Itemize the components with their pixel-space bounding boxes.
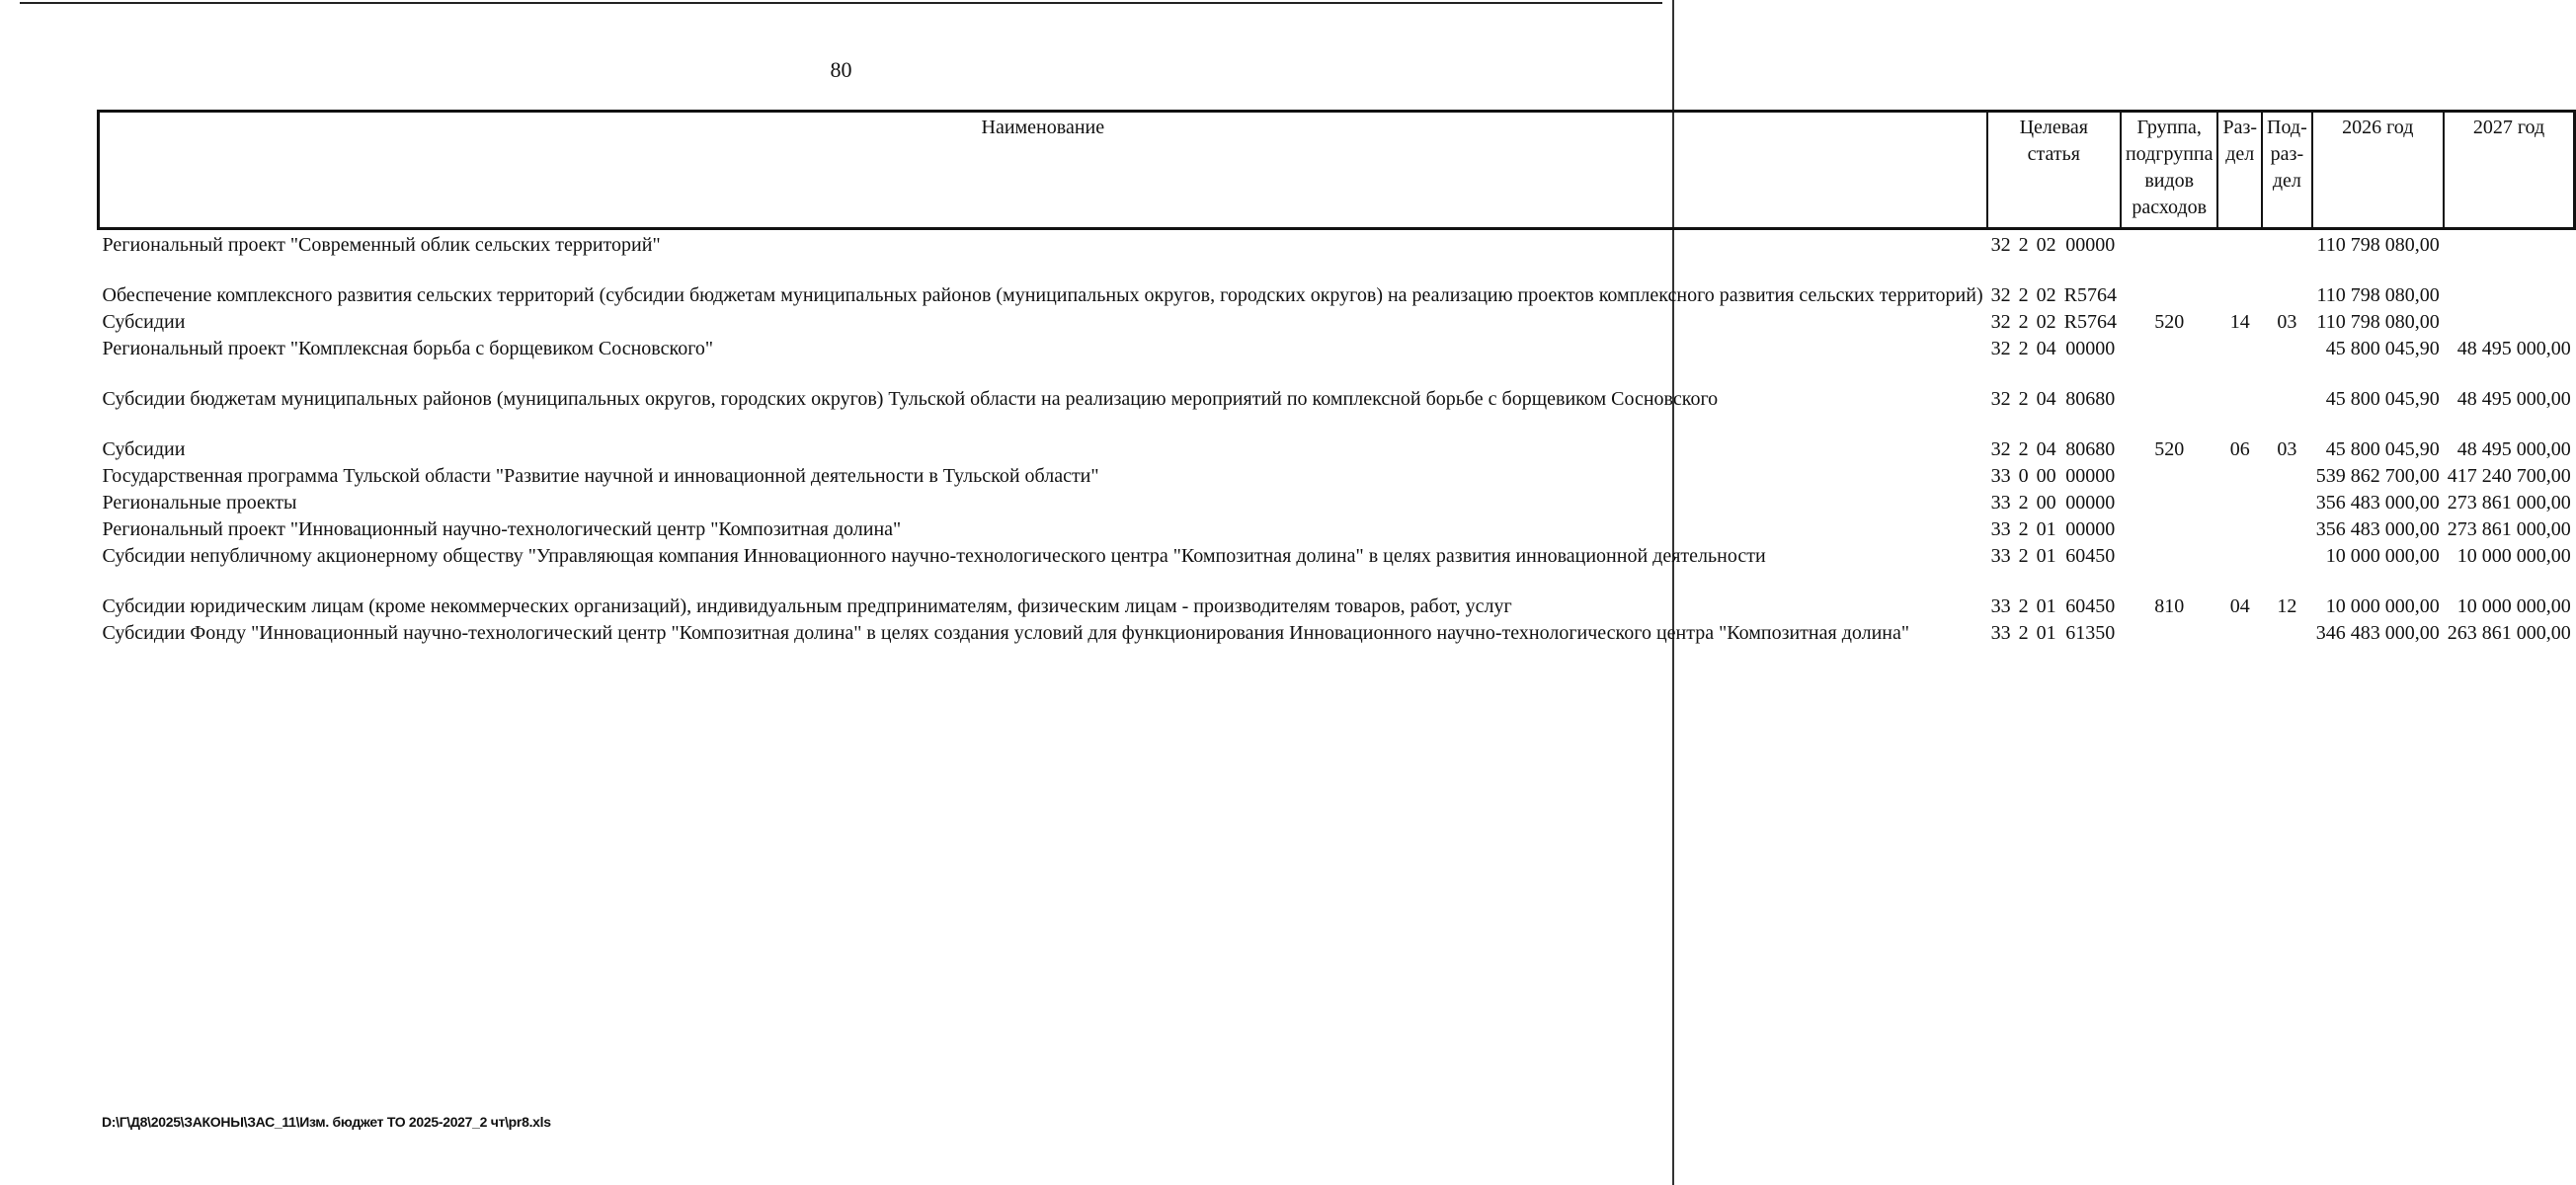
page-number: 80 — [830, 57, 852, 82]
row-name: Субсидии бюджетам муниципальных районов (муниципальных округов, городских округов) Тульской области на реализацию мероприятий по комплексной борьбе с борщевиком Сосновского — [102, 388, 1719, 410]
section-code: 14 — [2229, 311, 2250, 333]
row-name: Региональные проекты — [102, 492, 297, 514]
row-name: Субсидии непубличному акционерному обществу "Управляющая компания Инновационного научно-технологического центра "Композитная долина" в целях развития инновационной деятельности — [102, 545, 1766, 567]
subsection-code: 03 — [2277, 311, 2297, 333]
target-code-4: 00000 — [2065, 518, 2116, 540]
amount-2026: 10 000 000,00 — [2325, 595, 2440, 617]
table-row — [99, 386, 2575, 436]
header-target-article: Целевая статья — [1987, 112, 2121, 229]
row-name: Региональный проект "Комплексная борьба с борщевиком Сосновского" — [102, 338, 714, 359]
footer-file-path: D:\Г\Д8\2025\ЗАКОНЫ\ЗАС_11\Изм. бюджет ТО 2025-2027_2 чт\pr8.xls — [102, 1114, 551, 1130]
target-code-2: 2 — [2018, 338, 2029, 359]
amount-2026: 45 800 045,90 — [2325, 388, 2440, 410]
expense-group: 520 — [2154, 438, 2185, 460]
target-code-1: 32 — [1990, 338, 2011, 359]
table-body — [99, 229, 2575, 648]
row-name: Субсидии — [102, 438, 186, 460]
target-code-1: 32 — [1990, 438, 2011, 460]
subsection-code — [2262, 620, 2312, 647]
target-code-1: 33 — [1990, 518, 2011, 540]
subsection-code: 03 — [2277, 438, 2297, 460]
subsection-code — [2262, 336, 2312, 386]
target-code-4: 60450 — [2065, 595, 2116, 617]
amount-2026: 346 483 000,00 — [2315, 622, 2440, 644]
target-code-1: 32 — [1990, 311, 2011, 333]
expense-group: 810 — [2154, 595, 2185, 617]
target-code-2: 2 — [2018, 438, 2029, 460]
amount-2027: 48 495 000,00 — [2456, 338, 2571, 359]
expense-group: 520 — [2154, 311, 2185, 333]
amount-2027 — [2444, 229, 2575, 283]
expense-group — [2121, 490, 2218, 516]
expense-group — [2121, 282, 2218, 309]
target-code-3: 00 — [2036, 492, 2056, 514]
section-code — [2217, 386, 2262, 436]
section-code — [2217, 490, 2262, 516]
table-row — [99, 516, 2575, 543]
target-code-2: 2 — [2018, 388, 2029, 410]
amount-2027: 273 861 000,00 — [2447, 518, 2571, 540]
header-row — [99, 112, 2575, 229]
target-code-1: 33 — [1990, 595, 2011, 617]
target-code-3: 01 — [2036, 595, 2056, 617]
table-row — [99, 229, 2575, 283]
amount-2026: 539 862 700,00 — [2315, 465, 2440, 487]
target-code-1: 33 — [1990, 545, 2011, 567]
target-code-2: 0 — [2018, 465, 2029, 487]
section-code — [2217, 229, 2262, 283]
budget-table — [97, 110, 2576, 647]
target-code-4: R5764 — [2063, 311, 2117, 333]
target-code-1: 32 — [1990, 284, 2011, 306]
target-code-1: 32 — [1990, 388, 2011, 410]
subsection-code — [2262, 543, 2312, 593]
header-section: Раз- дел — [2217, 112, 2262, 229]
row-name: Обеспечение комплексного развития сельских территорий (субсидии бюджетам муниципальных районов (муниципальных округов, городских округов) на реализацию проектов комплексного развития сельских территорий) — [102, 284, 1983, 306]
section-code — [2217, 543, 2262, 593]
amount-2026: 356 483 000,00 — [2315, 518, 2440, 540]
target-code-2: 2 — [2018, 545, 2029, 567]
subsection-code — [2262, 516, 2312, 543]
row-name: Региональный проект "Современный облик сельских территорий" — [102, 234, 661, 256]
subsection-code — [2262, 282, 2312, 309]
section-code — [2217, 463, 2262, 490]
target-code-1: 33 — [1990, 492, 2011, 514]
header-year-2027: 2027 год — [2444, 112, 2575, 229]
section-code — [2217, 282, 2262, 309]
target-code-1: 33 — [1990, 465, 2011, 487]
section-code — [2217, 336, 2262, 386]
target-code-4: 00000 — [2065, 492, 2116, 514]
subsection-code — [2262, 229, 2312, 283]
header-subsection: Под- раз- дел — [2262, 112, 2312, 229]
target-code-4: 61350 — [2065, 622, 2116, 644]
table-header — [99, 112, 2575, 229]
target-code-1: 32 — [1990, 234, 2011, 256]
target-code-2: 2 — [2018, 284, 2029, 306]
amount-2026: 45 800 045,90 — [2325, 438, 2440, 460]
section-code: 06 — [2229, 438, 2250, 460]
expense-group — [2121, 620, 2218, 647]
expense-group — [2121, 463, 2218, 490]
expense-group — [2121, 386, 2218, 436]
header-name: Наименование — [99, 112, 1987, 229]
row-name: Региональный проект "Инновационный научно-технологический центр "Композитная долина" — [102, 518, 902, 540]
target-code-3: 02 — [2036, 284, 2056, 306]
amount-2026: 110 798 080,00 — [2316, 234, 2440, 256]
amount-2027: 263 861 000,00 — [2447, 622, 2571, 644]
row-name: Субсидии Фонду "Инновационный научно-технологический центр "Композитная долина" в целях создания условий для функционирования Инновационного научно-технологического центра "Композитная долина" — [102, 622, 1910, 644]
row-name: Государственная программа Тульской области "Развитие научной и инновационной деятельности в Тульской области" — [102, 465, 1099, 487]
expense-group — [2121, 516, 2218, 543]
target-code-3: 02 — [2036, 311, 2056, 333]
amount-2026: 110 798 080,00 — [2316, 284, 2440, 306]
target-code-4: 60450 — [2065, 545, 2116, 567]
table-row — [99, 543, 2575, 593]
subsection-code: 12 — [2277, 595, 2297, 617]
amount-2027: 48 495 000,00 — [2456, 388, 2571, 410]
section-code — [2217, 620, 2262, 647]
target-code-3: 01 — [2036, 622, 2056, 644]
top-rule — [20, 2, 1662, 4]
table-row — [99, 436, 2575, 463]
table-row — [99, 490, 2575, 516]
target-code-4: 80680 — [2065, 438, 2116, 460]
section-code — [2217, 516, 2262, 543]
target-code-3: 02 — [2036, 234, 2056, 256]
header-group: Группа, подгруппа видов расходов — [2121, 112, 2218, 229]
target-code-3: 01 — [2036, 545, 2056, 567]
row-name: Субсидии — [102, 311, 186, 333]
section-code: 04 — [2229, 595, 2250, 617]
target-code-3: 00 — [2036, 465, 2056, 487]
table-row — [99, 336, 2575, 386]
amount-2027: 48 495 000,00 — [2456, 438, 2571, 460]
expense-group — [2121, 543, 2218, 593]
subsection-code — [2262, 490, 2312, 516]
amount-2026: 356 483 000,00 — [2315, 492, 2440, 514]
target-code-2: 2 — [2018, 311, 2029, 333]
target-code-4: 00000 — [2065, 465, 2116, 487]
target-code-4: 80680 — [2065, 388, 2116, 410]
target-code-2: 2 — [2018, 622, 2029, 644]
target-code-2: 2 — [2018, 518, 2029, 540]
target-code-4: 00000 — [2065, 234, 2116, 256]
amount-2027 — [2444, 282, 2575, 309]
amount-2027: 10 000 000,00 — [2456, 595, 2571, 617]
amount-2026: 110 798 080,00 — [2316, 311, 2440, 333]
table-row — [99, 463, 2575, 490]
table-row — [99, 309, 2575, 336]
row-name: Субсидии юридическим лицам (кроме некоммерческих организаций), индивидуальным предпринимателям, физическим лицам - производителям товаров, работ, услуг — [102, 595, 1512, 617]
target-code-2: 2 — [2018, 234, 2029, 256]
expense-group — [2121, 336, 2218, 386]
amount-2026: 45 800 045,90 — [2325, 338, 2440, 359]
amount-2027: 273 861 000,00 — [2447, 492, 2571, 514]
header-year-2026: 2026 год — [2312, 112, 2444, 229]
table-row — [99, 593, 2575, 620]
table-row — [99, 620, 2575, 647]
target-code-3: 04 — [2036, 388, 2056, 410]
subsection-code — [2262, 386, 2312, 436]
target-code-1: 33 — [1990, 622, 2011, 644]
table-row — [99, 282, 2575, 309]
target-code-4: 00000 — [2065, 338, 2116, 359]
amount-2027 — [2444, 309, 2575, 336]
subsection-code — [2262, 463, 2312, 490]
target-code-3: 04 — [2036, 338, 2056, 359]
expense-group — [2121, 229, 2218, 283]
target-code-2: 2 — [2018, 595, 2029, 617]
target-code-3: 01 — [2036, 518, 2056, 540]
amount-2027: 417 240 700,00 — [2447, 465, 2571, 487]
target-code-2: 2 — [2018, 492, 2029, 514]
amount-2027: 10 000 000,00 — [2456, 545, 2571, 567]
amount-2026: 10 000 000,00 — [2325, 545, 2440, 567]
target-code-3: 04 — [2036, 438, 2056, 460]
target-code-4: R5764 — [2063, 284, 2117, 306]
